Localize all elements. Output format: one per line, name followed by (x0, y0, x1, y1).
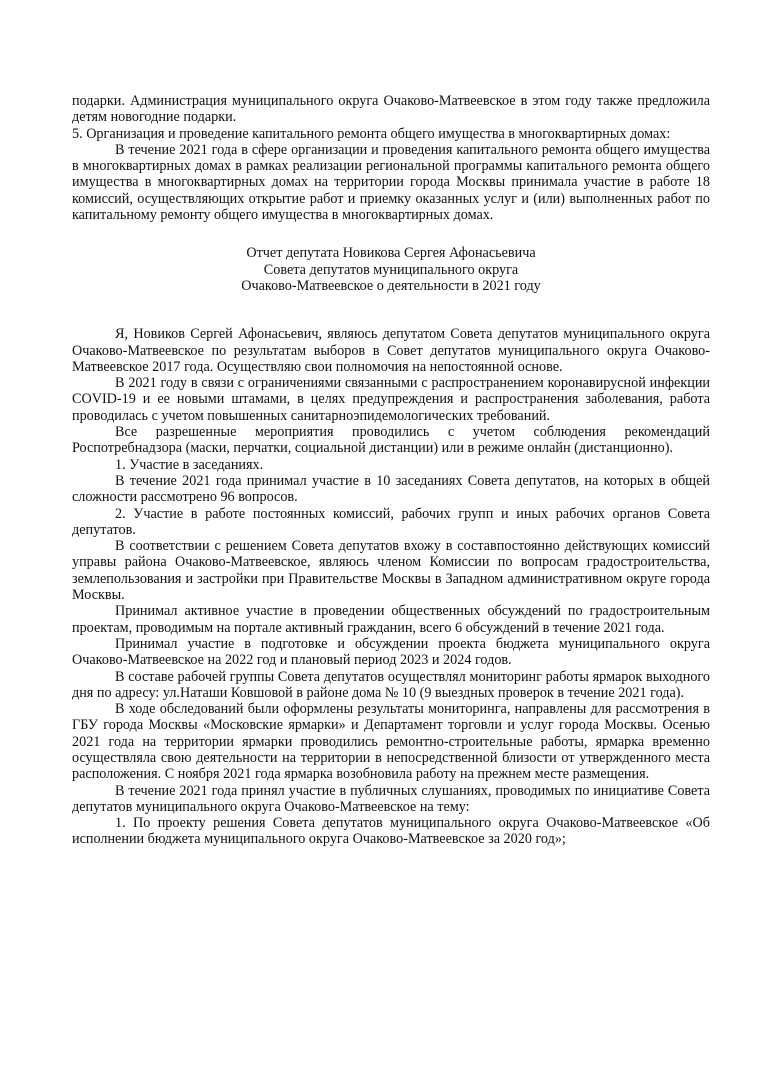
section-heading: 1. Участие в заседаниях. (115, 456, 264, 473)
section-heading: 5. Организация и проведение капитального ремонта общего имущества в многоквартирных домах: (72, 125, 671, 142)
paragraph: Принимал участие в подготовке и обсуждении проекта бюджета муниципального округа Очаково-Матвеевское на 2022 год и плановый период 2023 и 2024 годов. (72, 635, 710, 669)
report-title-line: Очаково-Матвеевское о деятельности в 2021 году (241, 277, 541, 294)
paragraph: Принимал активное участие в проведении общественных обсуждений по градостроительным проектам, проводимым на портале активный гражданин, всего 6 обсуждений в течение 2021 года. (72, 603, 710, 636)
paragraph: В течение 2021 года принимал участие в 10 заседаниях Совета депутатов, на которых в общей сложности рассмотрено 96 вопросов. (72, 472, 710, 506)
paragraph: В течение 2021 года в сфере организации и проведения капитального ремонта общего имущества в многоквартирных домах в рамках реализации региональной программы капитального ремонта общего имущества в многоквартирных домах на территории города Москвы принимала участие в работе 18 комиссий, осуществляющих открытие работ и приемку оказанных услуг и (или) выполненных работ по капитальному ремонту общего имущества в многоквартирных домах. (72, 141, 710, 224)
report-title (72, 245, 710, 294)
document-body (72, 93, 710, 848)
paragraph: В соответствии с решением Совета депутатов вхожу в составпостоянно действующих комиссий управы района Очаково-Матвеевское, являюсь членом Комиссии по вопросам градостроительства, землепользования и застройки при Правительстве Москвы в Западном административном округе города Москвы. (72, 538, 710, 604)
paragraph: В течение 2021 года принял участие в публичных слушаниях, проводимых по инициативе Совета депутатов муниципального округа Очаково-Матвеевское на тему: (72, 782, 710, 815)
report-title-line: Отчет депутата Новикова Сергея Афонасьевича (246, 245, 536, 262)
paragraph: Все разрешенные мероприятия проводились с учетом соблюдения рекомендаций Роспотребнадзора (маски, перчатки, социальной дистанции) или в режиме онлайн (дистанционно). (72, 424, 710, 457)
paragraph: подарки. Администрация муниципального округа Очаково-Матвеевское в этом году также предложила детям новогодние подарки. (72, 93, 710, 126)
paragraph: 1. По проекту решения Совета депутатов муниципального округа Очаково-Матвеевское «Об исполнении бюджета муниципального округа Очаково-Матвеевское за 2020 год»; (72, 815, 710, 848)
paragraph: В ходе обследований были оформлены результаты мониторинга, направлены для рассмотрения в ГБУ города Москвы «Московские ярмарки» и Департамент торговли и услуг города Москвы. Осенью 2021 года на территории ярмарки проводились ремонтно-строительные работы, ярмарка временно осуществляла свою деятельности на территории в непосредственной близости от утвержденного места расположения. С ноября 2021 года ярмарка возобновила работу на прежнем месте размещения. (72, 701, 710, 783)
section-heading: 2. Участие в работе постоянных комиссий, рабочих групп и иных рабочих органов Совета депутатов. (72, 505, 710, 538)
paragraph: В 2021 году в связи с ограничениями связанными с распространением коронавирусной инфекции COVID-19 и ее новыми штамами, в целях предупреждения и распространения заболевания, работа проводилась с учетом повышенных санитарноэпидемологических требований. (72, 375, 710, 424)
paragraph: В составе рабочей группы Совета депутатов осуществлял мониторинг работы ярмарок выходного дня по адресу: ул.Наташи Ковшовой в районе дома № 10 (9 выездных проверок в течение 2021 года). (72, 668, 710, 701)
paragraph: Я, Новиков Сергей Афонасьевич, являюсь депутатом Совета депутатов муниципального округа Очаково-Матвеевское по результатам выборов в Совет депутатов муниципального округа Очаково-Матвеевское 2017 года. Осуществляю свои полномочия на непостоянной основе. (72, 326, 710, 375)
report-title-line: Совета депутатов муниципального округа (263, 261, 519, 278)
